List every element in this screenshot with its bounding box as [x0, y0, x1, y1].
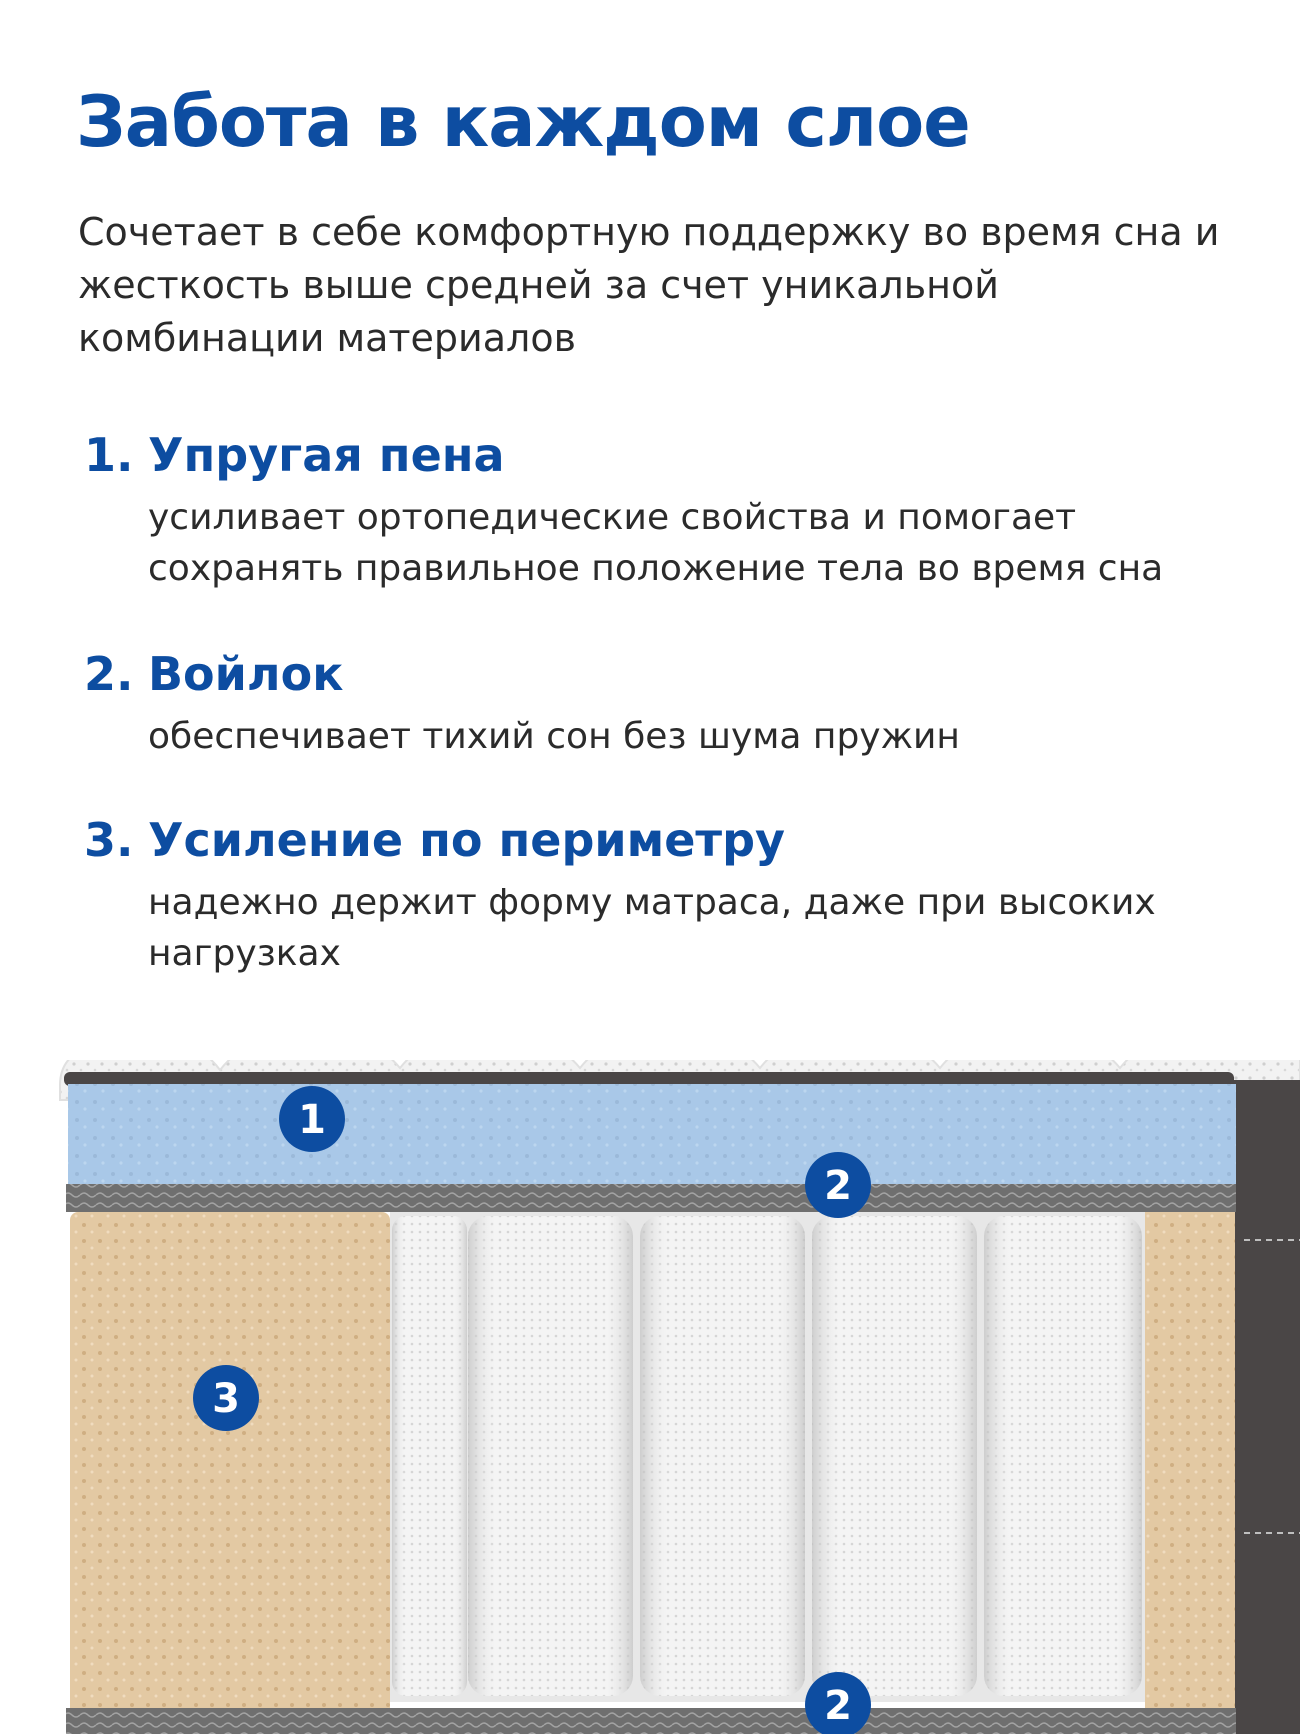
feature-description: надежно держит форму матраса, даже при высоких нагрузках — [148, 882, 1156, 974]
badge-perimeter — [193, 1365, 259, 1431]
feature-number: 1. — [84, 428, 134, 482]
badge-foam — [279, 1086, 345, 1152]
feature-title: Войлок — [148, 647, 344, 701]
svg-text:1: 1 — [298, 1097, 326, 1143]
feature-description: усиливает ортопедические свойства и помогает сохранять правильное положение тела во время сна — [148, 497, 1164, 589]
pocket-springs — [392, 1216, 1142, 1696]
foam-layer — [68, 1084, 1236, 1184]
feature-title: Упругая пена — [148, 428, 505, 482]
felt-layer-bottom — [66, 1708, 1236, 1734]
perimeter-block-right — [1145, 1212, 1235, 1718]
feature-number: 2. — [84, 647, 134, 701]
feature-number: 3. — [84, 813, 134, 867]
mattress-cross-section-illustration — [0, 1060, 1300, 1734]
intro-text: Сочетает в себе комфортную поддержку во время сна и жесткость выше средней за счет уникальной комбинации материалов — [78, 210, 1220, 360]
svg-text:2: 2 — [824, 1683, 852, 1729]
side-cover — [1232, 1080, 1300, 1734]
svg-text:2: 2 — [824, 1163, 852, 1209]
perimeter-block-left — [70, 1212, 390, 1718]
felt-layer-top — [66, 1184, 1236, 1212]
svg-text:3: 3 — [212, 1376, 240, 1422]
badge-felt-top — [805, 1152, 871, 1218]
feature-description: обеспечивает тихий сон без шума пружин — [148, 716, 960, 757]
feature-title: Усиление по периметру — [148, 813, 785, 867]
page-title: Забота в каждом слое — [76, 81, 970, 163]
